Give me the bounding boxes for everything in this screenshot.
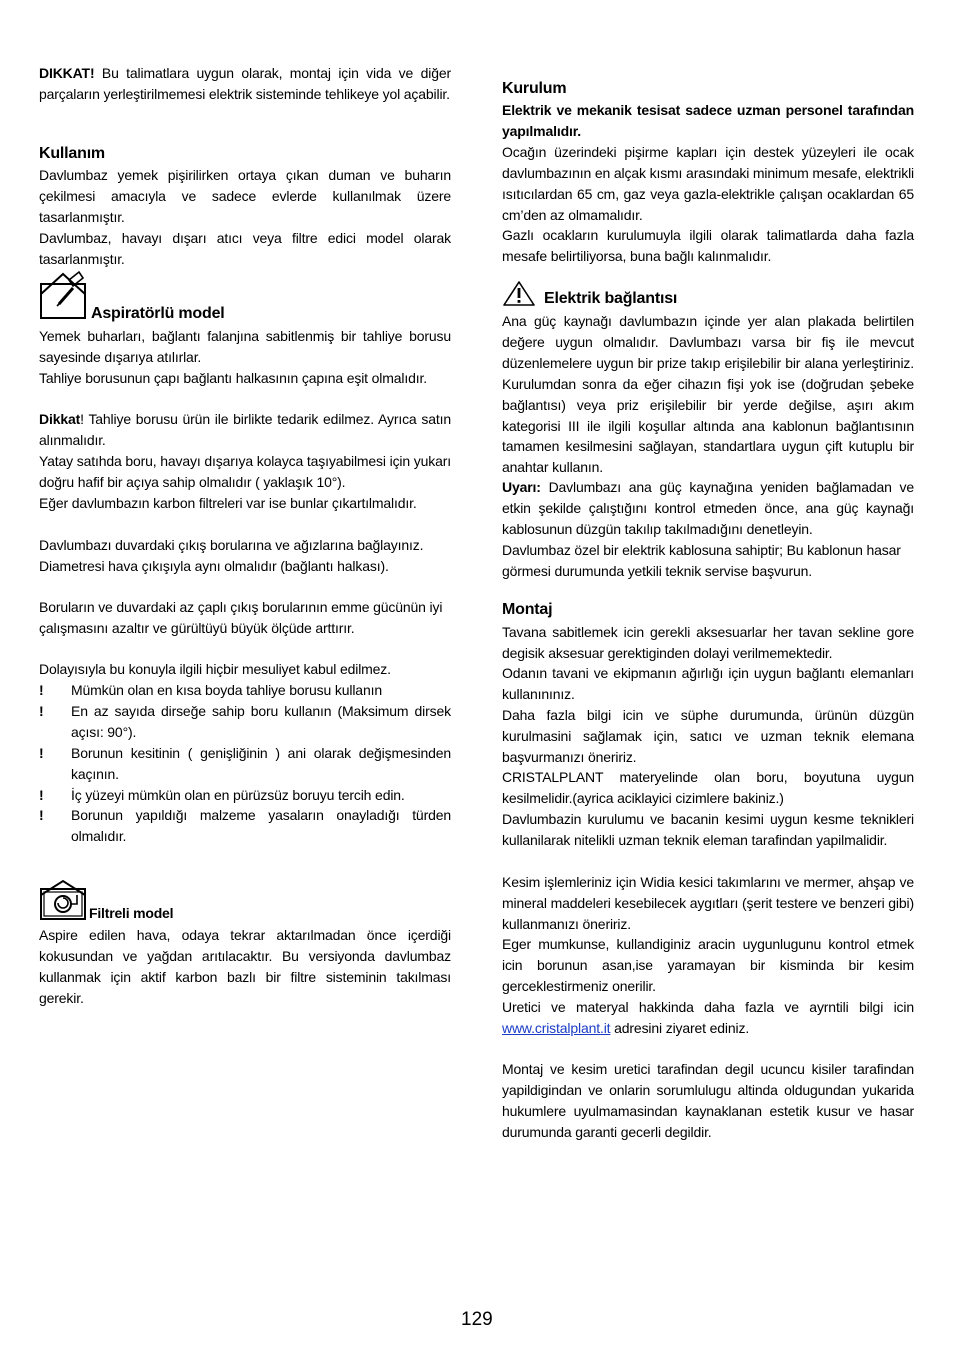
dikkat-label: Dikkat — [39, 411, 81, 427]
section-title-kurulum: Kurulum — [502, 80, 567, 97]
kurulum-paragraph-1: Ocağın üzerindeki pişirme kapları için destek yüzeyleri ile ocak davlumbazının en alçak kısmı arasındaki minimum mesafe, elektrikli ısıtıcılardan 65 cm, gaz veya gazla-elektrikle çalışan ocaklardan 65 cm’den az olmamalıdır. — [502, 144, 914, 223]
recirculation-hood-icon — [39, 879, 87, 921]
warning-text: Bu talimatlara uygun olarak, montaj için vida ve diğer parçaların yerleştirilmemesi elektrik sisteminde tehlikeye yol açabilir. — [39, 65, 451, 102]
aspirator-paragraph-1: Yemek buharları, bağlantı falanjına sabitlenmiş bir tahliye borusu sayesinde dışarıya atılırlar. — [39, 328, 451, 365]
page-number: 129 — [461, 1309, 493, 1330]
list-item: ! İç yüzeyi mümkün olan en pürüzsüz boruyu tercih edin. — [39, 785, 451, 806]
warning-label: DIKKAT! — [39, 65, 95, 81]
ducted-hood-icon — [39, 270, 87, 320]
aspirator-paragraph-2: Tahliye borusunun çapı bağlantı halkasının çapına eşit olmalıdır. — [39, 370, 427, 386]
montaj-paragraph-3: Daha fazla bilgi icin ve süphe durumunda, ürünün düzgün kurulmasini sağlamak için, satıcı ve uzman teknik elemana başvurmanızı öneririz. — [502, 707, 914, 765]
elektrik-paragraph-2 — [502, 477, 914, 540]
montaj-paragraph-7: Eger mumkunse, kullandiginiz aracin uygunlugunu kontrol etmek icin borunun asan,ise yaramayan bir kisminda bir kesim gerceklestirmeniz onerilir. — [502, 936, 914, 994]
section-title-filtreli: Filtreli model — [89, 905, 174, 921]
list-item: ! Mümkün olan en kısa boyda tahliye borusu kullanın — [39, 680, 451, 701]
montaj-paragraph-2: Odanın tavani ve ekipmanın ağırlığı için uygun bağlantı elemanları kullanınınız. — [502, 665, 914, 702]
montaj-paragraph-4: CRISTALPLANT materyelinde olan boru, boyutuna uygun kesilmelidir.(ayrica aciklayici cizimlere bakiniz.) — [502, 769, 914, 806]
bullet-mark: ! — [39, 745, 44, 761]
montaj-paragraph-6: Kesim işlemleriniz için Widia kesici takımlarını ve mermer, ahşap ve mineral maddeleri kesebilecek aygıtları (şerit testere ve benzeri gibi) kullanmanızı öneririz. — [502, 874, 914, 932]
montaj-paragraph-9: Montaj ve kesim uretici tarafindan degil ucuncu kisiler tarafindan yapildigindan ve onlarin sorumlulugu altinda oldugundan yukarida hukumlere uyulmamasindan kaynaklanan estetik kusur ve hasar durumunda garanti gecerli degildir. — [502, 1061, 914, 1140]
elektrik-paragraph-1: Ana güç kaynağı davlumbazın içinde yer alan plakada belirtilen değere uygun olmalıdır. Davlumbazı varsa bir fiş ile mevcut düzenlemelere uygun bir prize takıp erişilebilir bir alana yerleştiriniz. Kurulumdan sonra da eğer cihazın fişi yok ise (doğrudan şebeke bağlantısı) veya priz erişilebilir bir yerde değilse, aşırı akım kategorisi III ile ilgili koşullar altında ana kablonun bağlantısının tamamen kesilmesini sağlayan, standartlara uygun çift kutuplu bir anahtar kullanın. — [502, 313, 914, 476]
section-title-aspirator: Aspiratörlü model — [91, 305, 225, 322]
aspirator-paragraph-4: Yatay satıhda boru, havayı dışarıya kolayca taşıyabilmesi için yukarı doğru hafif bir açıya sahip olmalıdır ( yaklaşık 10°). — [39, 453, 451, 490]
dikkat-text: ! Tahliye borusu ürün ile birlikte tedarik edilmez. Ayrıca satın alınmalıdır. — [39, 411, 451, 448]
list-item: ! Borunun kesitinin ( genişliğinin ) ani olarak değişmesinden kaçının. — [39, 745, 451, 782]
kurulum-paragraph-2: Gazlı ocakların kurulumuyla ilgili olarak talimatlarda daha fazla mesafe belirtiliyorsa, buna bağlı kalınmalıdır. — [502, 227, 914, 264]
section-title-kullanim: Kullanım — [39, 145, 105, 162]
bullet-mark: ! — [39, 787, 44, 803]
cristalplant-link[interactable]: www.cristalplant.it — [502, 1019, 611, 1036]
aspirator-paragraph-8: Dolayısıyla bu konuyla ilgili hiçbir mesuliyet kabul edilmez. — [39, 661, 391, 677]
aspirator-paragraph-7: Boruların ve duvardaki az çaplı çıkış borularının emme gücünün iyi çalışmasını azaltır ve gürültüyü büyük ölçüde arttırır. — [39, 599, 443, 636]
list-item: ! En az sayıda dirseğe sahip boru kullanın (Maksimum dirsek açısı: 90°). — [39, 703, 451, 740]
aspirator-paragraph-3 — [39, 409, 451, 451]
aspirator-paragraph-6: Davlumbazı duvardaki çıkış borularına ve ağızlarına bağlayınız. Diametresi hava çıkışıyla aynı olmalıdır (bağlantı halkası). — [39, 537, 424, 574]
uyari-label: Uyarı: — [502, 479, 541, 495]
kullanim-paragraph-2: Davlumbaz, havayı dışarı atıcı veya filtre edici model olarak tasarlanmıştır. — [39, 230, 451, 267]
aspirator-paragraph-5: Eğer davlumbazın karbon filtreleri var ise bunlar çıkartılmalıdır. — [39, 495, 417, 511]
warning-triangle-icon — [502, 280, 536, 307]
montaj-paragraph-1: Tavana sabitlemek icin gerekli aksesuarlar her tavan sekline gore degisik aksesuar gerektiginden dolayi verilmemektedir. — [502, 624, 914, 661]
kullanim-paragraph-1: Davlumbaz yemek pişirilirken ortaya çıkan duman ve buharın çekilmesi amacıyla ve sadece evlerde kullanılmak üzere tasarlanmıştır. — [39, 167, 451, 225]
montaj-paragraph-5: Davlumbazin kurulumu ve bacanin kesimi uygun kesme teknikleri kullanilarak nitelikli uzman teknik eleman tarafindan yapilmalidir. — [502, 811, 914, 848]
bullet-mark: ! — [39, 703, 44, 719]
bullet-mark: ! — [39, 682, 44, 698]
warning-paragraph — [39, 63, 451, 105]
section-title-elektrik: Elektrik bağlantısı — [544, 290, 678, 307]
list-item: ! Borunun yapıldığı malzeme yasaların onayladığı türden olmalıdır. — [39, 807, 451, 844]
kurulum-bold-line: Elektrik ve mekanik tesisat sadece uzman personel tarafından yapılmalıdır. — [502, 102, 914, 139]
montaj-paragraph-8: Uretici ve materyal hakkinda daha fazla ve ayrntili bilgi icin www.cristalplant.it adresini ziyaret ediniz. — [502, 999, 914, 1036]
elektrik-paragraph-3: Davlumbaz özel bir elektrik kablosuna sahiptir; Bu kablonun hasar görmesi durumunda yetkili teknik servise başvurun. — [502, 542, 901, 579]
uyari-text: Davlumbazı ana güç kaynağına yeniden bağlamadan ve etkin şekilde çalıştığını kontrol etmeden önce, ana güç kaynağı kablosunun düzgün takılıp takılmadığını denetleyin. — [502, 479, 914, 537]
section-title-montaj: Montaj — [502, 601, 553, 618]
bullet-mark: ! — [39, 807, 44, 823]
filtreli-paragraph-1: Aspire edilen hava, odaya tekrar aktarılmadan önce içerdiği kokusundan ve yağdan arıtılacaktır. Bu versiyonda davlumbaz kullanmak için aktif karbon bazlı bir filtre sisteminin takılması gerekir. — [39, 927, 451, 1006]
